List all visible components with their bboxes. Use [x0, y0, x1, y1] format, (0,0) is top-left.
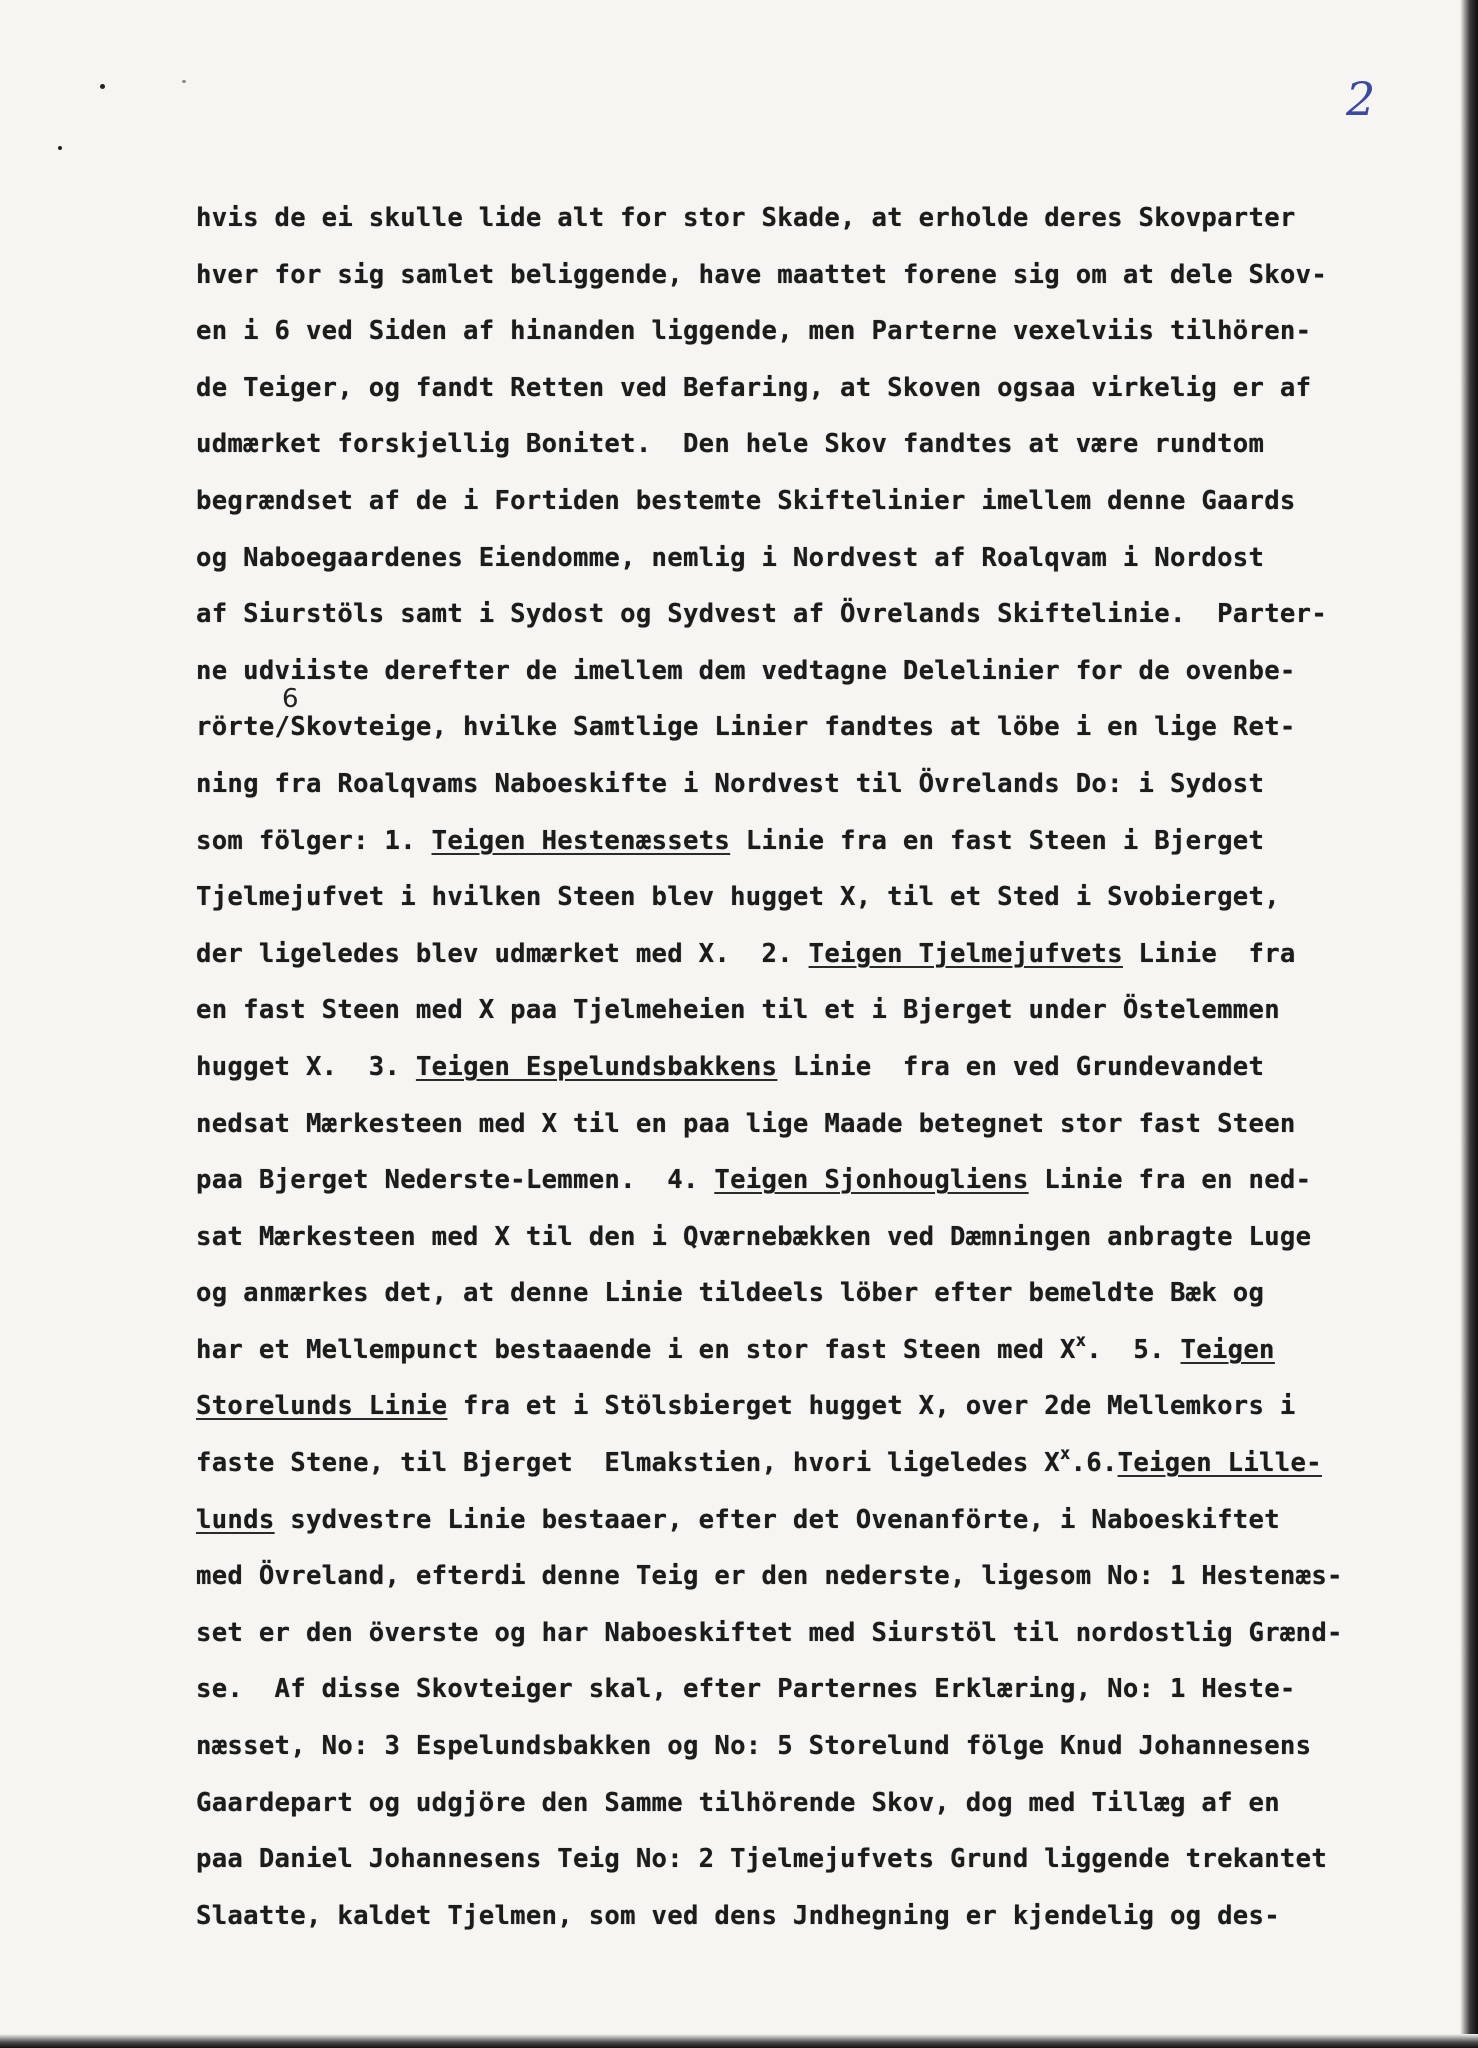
page-number: 2: [1346, 72, 1376, 126]
text-segment: Linie fra en fast Steen i Bjerget: [730, 825, 1265, 856]
text-segment: hver for sig samlet beliggende, have maattet forene sig om at dele Skov-: [196, 259, 1328, 290]
text-segment: faste Stene, til Bjerget Elmakstien, hvori ligeledes X: [196, 1448, 1060, 1479]
text-segment: som fölger: 1.: [196, 825, 432, 856]
text-segment: og anmærkes det, at denne Linie tildeels löber efter bemeldte Bæk og: [196, 1278, 1265, 1309]
text-line: [196, 1492, 1436, 1549]
text-segment: udmærket forskjellig Bonitet. Den hele Skov fandtes at være rundtom: [196, 429, 1265, 460]
underlined-heading: Teigen Lille-: [1117, 1448, 1322, 1479]
text-segment: .6.: [1070, 1448, 1118, 1479]
text-line: [196, 1605, 1436, 1662]
text-line: [196, 360, 1436, 417]
text-segment: næsset, No: 3 Espelundsbakken og No: 5 Storelund fölge Knud Johannesens: [196, 1731, 1312, 1762]
text-line: [196, 473, 1436, 530]
text-segment: . 5.: [1086, 1334, 1181, 1365]
text-segment: Linie fra en ned-: [1028, 1165, 1312, 1196]
text-line: [196, 1265, 1436, 1322]
text-line: [196, 1718, 1436, 1775]
text-segment: Linie fra en ved Grundevandet: [777, 1051, 1265, 1082]
text-segment: og Naboegaardenes Eiendomme, nemlig i Nordvest af Roalqvam i Nordost: [196, 542, 1265, 573]
text-segment: ne udviiste derefter de imellem dem vedtagne Delelinier for de ovenbe-: [196, 655, 1296, 686]
text-line: [196, 303, 1436, 360]
text-segment: med Övreland, efterdi denne Teig er den nederste, ligesom No: 1 Hestenæs-: [196, 1561, 1343, 1592]
text-segment: hugget X. 3.: [196, 1051, 416, 1082]
text-line: [196, 1096, 1436, 1153]
text-line: [196, 530, 1436, 587]
text-segment: en i 6 ved Siden af hinanden liggende, men Parterne vexelviis tilhören-: [196, 316, 1312, 347]
superscript-mark: x: [1075, 1330, 1087, 1351]
text-segment: set er den överste og har Naboeskiftet med Siurstöl til nordostlig Grænd-: [196, 1617, 1343, 1648]
text-segment: begrændset af de i Fortiden bestemte Skiftelinier imellem denne Gaards: [196, 485, 1296, 516]
text-segment: Slaatte, kaldet Tjelmen, som ved dens Jndhegning er kjendelig og des-: [196, 1900, 1280, 1931]
text-segment: Tjelmejufvet i hvilken Steen blev hugget X, til et Sted i Svobierget,: [196, 882, 1280, 913]
text-line: [196, 1775, 1436, 1832]
text-segment: af Siurstöls samt i Sydost og Sydvest af Övrelands Skiftelinie. Parter-: [196, 599, 1328, 630]
text-line: [196, 1661, 1436, 1718]
underlined-heading: Teigen Espelundsbakkens: [415, 1051, 778, 1082]
text-line: [196, 813, 1436, 870]
text-line: [196, 926, 1436, 983]
text-line: [196, 1039, 1436, 1096]
text-line: [196, 756, 1436, 813]
text-line: [196, 1152, 1436, 1209]
scan-speck: [58, 146, 62, 150]
scan-speck: [182, 80, 186, 83]
text-line: [196, 1888, 1436, 1945]
text-segment: ning fra Roalqvams Naboeskifte i Nordvest til Övrelands Do: i Sydost: [196, 768, 1265, 799]
text-segment: sat Mærkesteen med X til den i Qværnebækken ved Dæmningen anbragte Luge: [196, 1221, 1312, 1252]
text-line: [196, 247, 1436, 304]
text-line: [196, 1322, 1436, 1379]
underlined-heading: Teigen: [1180, 1334, 1275, 1365]
text-line: [196, 1378, 1436, 1435]
text-line: [196, 190, 1436, 247]
text-line: [196, 1831, 1436, 1888]
scan-speck: [100, 84, 105, 89]
underlined-heading: Teigen Tjelmejufvets: [808, 938, 1123, 969]
text-line: [196, 416, 1436, 473]
text-segment: de Teiger, og fandt Retten ved Befaring, at Skoven ogsaa virkelig er af: [196, 372, 1312, 403]
typewritten-text: [196, 190, 1436, 1944]
text-segment: se. Af disse Skovteiger skal, efter Parternes Erklæring, No: 1 Heste-: [196, 1674, 1296, 1705]
text-segment: paa Daniel Johannesens Teig No: 2 Tjelmejufvets Grund liggende trekantet: [196, 1844, 1328, 1875]
text-segment: har et Mellempunct bestaaende i en stor fast Steen med X: [196, 1334, 1076, 1365]
scan-edge-shadow: [1460, 0, 1478, 2048]
text-line: [196, 869, 1436, 926]
text-line: [196, 982, 1436, 1039]
text-segment: hvis de ei skulle lide alt for stor Skade, at erholde deres Skovparter: [196, 203, 1296, 233]
text-segment: sydvestre Linie bestaaer, efter det Ovenanförte, i Naboeskiftet: [274, 1504, 1280, 1535]
text-segment: rörte/Skovteige, hvilke Samtlige Linier fandtes at löbe i en lige Ret-: [196, 712, 1296, 743]
underlined-heading: Teigen Sjonhougliens: [714, 1165, 1029, 1196]
text-line: [196, 699, 1436, 756]
text-line: [196, 586, 1436, 643]
text-segment: fra et i Stölsbierget hugget X, over 2de Mellemkors i: [447, 1391, 1296, 1422]
text-segment: en fast Steen med X paa Tjelmeheien til et i Bjerget under Östelemmen: [196, 995, 1280, 1026]
scan-edge-shadow: [0, 2034, 1478, 2048]
text-line: [196, 1548, 1436, 1605]
underlined-heading: Storelunds Linie: [196, 1391, 448, 1422]
text-line: [196, 1435, 1436, 1492]
underlined-heading: Teigen Hestenæssets: [431, 825, 731, 856]
superscript-mark: x: [1059, 1444, 1071, 1465]
text-segment: Gaardepart og udgjöre den Samme tilhörende Skov, dog med Tillæg af en: [196, 1787, 1280, 1818]
text-line: [196, 1209, 1436, 1266]
text-segment: der ligeledes blev udmærket med X. 2.: [196, 938, 809, 969]
text-line: [196, 643, 1436, 700]
handwritten-insertion: 6: [282, 684, 299, 714]
text-segment: nedsat Mærkesteen med X til en paa lige Maade betegnet stor fast Steen: [196, 1108, 1296, 1139]
underlined-heading: lunds: [196, 1504, 275, 1535]
text-segment: paa Bjerget Nederste-Lemmen. 4.: [196, 1165, 715, 1196]
text-segment: Linie fra: [1122, 938, 1296, 969]
